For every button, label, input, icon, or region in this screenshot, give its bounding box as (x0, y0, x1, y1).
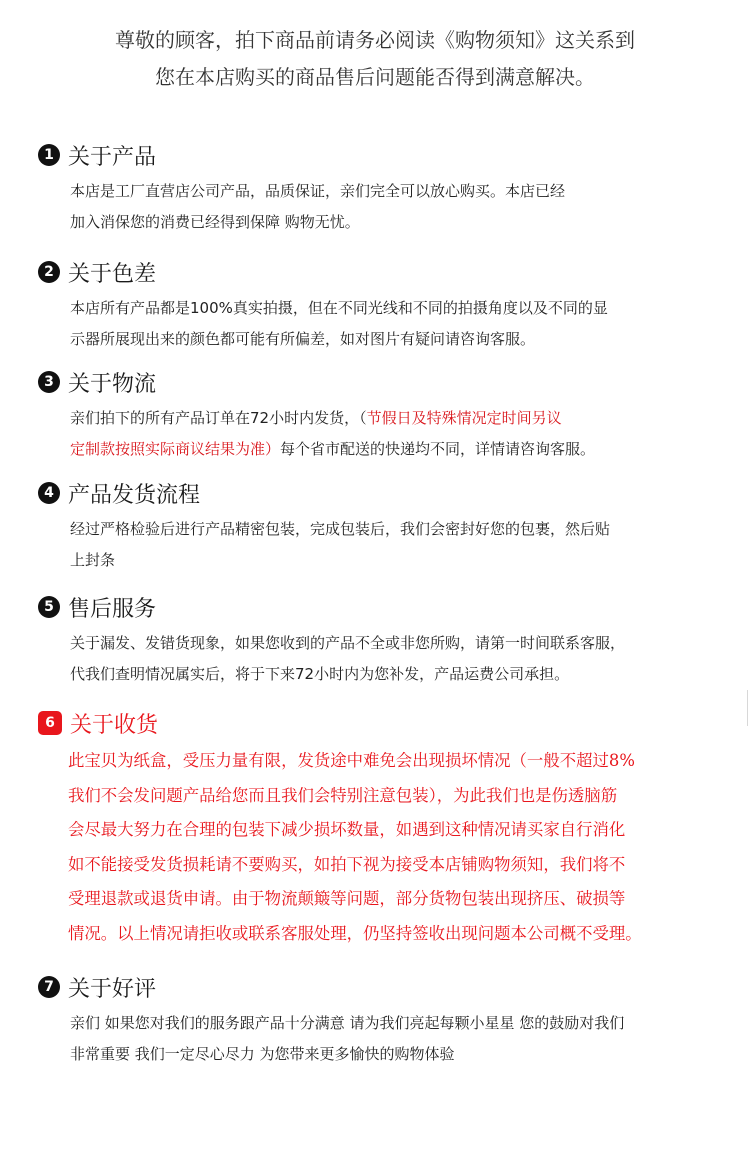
intro-line-1: 尊敬的顾客，拍下商品前请务必阅读《购物须知》这关系到 (115, 28, 635, 52)
section-body (70, 514, 738, 576)
section-about-receiving (38, 708, 738, 951)
section-title: 产品发货流程 (68, 482, 201, 508)
section-title: 关于色差 (68, 261, 157, 287)
section-body (70, 293, 738, 355)
number-badge-icon: 4 (38, 482, 60, 504)
body-line: 上封条 (70, 551, 116, 569)
number-badge-icon: 5 (38, 596, 60, 618)
body-line: 亲们 如果您对我们的服务跟产品十分满意 请为我们亮起每颗小星星 您的鼓励对我们 (70, 1014, 625, 1032)
number-badge-icon: 1 (38, 144, 60, 166)
section-body (70, 176, 738, 238)
section-body (68, 744, 738, 951)
section-body (70, 1008, 738, 1070)
body-text: 每个省市配送的快递均不同，详情请咨询客服。 (280, 440, 596, 458)
body-line: 关于漏发、发错货现象，如果您收到的产品不全或非您所购，请第一时间联系客服， (70, 634, 626, 652)
body-line: 非常重要 我们一定尽心尽力 为您带来更多愉快的购物体验 (70, 1045, 455, 1063)
intro-notice (0, 22, 750, 96)
section-about-reviews (38, 972, 738, 1070)
number-badge-icon: 2 (38, 261, 60, 283)
number-badge-icon: 6 (38, 711, 62, 735)
section-body (70, 403, 738, 465)
section-title: 关于好评 (68, 976, 157, 1002)
body-line: 此宝贝为纸盒，受压力量有限，发货途中难免会出现损坏情况（一般不超过8% (68, 751, 635, 770)
section-header (38, 478, 738, 508)
body-line (70, 403, 738, 434)
section-header (38, 972, 738, 1002)
body-line: 加入消保您的消费已经得到保障 购物无忧。 (70, 213, 360, 231)
number-badge-icon: 3 (38, 371, 60, 393)
section-about-logistics (38, 367, 738, 465)
section-body (70, 628, 738, 690)
section-shipping-process (38, 478, 738, 576)
body-line: 本店是工厂直营店公司产品，品质保证，亲们完全可以放心购买。本店已经 (70, 182, 566, 200)
section-about-product (38, 140, 738, 238)
section-header (38, 257, 738, 287)
section-header (38, 708, 738, 738)
intro-line-2: 您在本店购买的商品售后问题能否得到满意解决。 (155, 65, 595, 89)
section-title: 关于物流 (68, 371, 157, 397)
edge-divider (747, 690, 748, 726)
body-text: 亲们拍下的所有产品订单在72小时内发货，（ (70, 409, 367, 427)
section-title: 售后服务 (68, 596, 157, 622)
body-line: 如不能接受发货损耗请不要购买，如拍下视为接受本店铺购物须知，我们将不 (68, 854, 626, 874)
highlight-text: 定制款按照实际商议结果为准） (70, 440, 281, 458)
highlight-text: 节假日及特殊情况定时间另议 (366, 409, 562, 427)
section-after-sales (38, 592, 738, 690)
number-badge-icon: 7 (38, 976, 60, 998)
body-line: 我们不会发问题产品给您而且我们会特别注意包装），为此我们也是伤透脑筋 (68, 785, 618, 805)
section-about-color (38, 257, 738, 355)
body-line: 经过严格检验后进行产品精密包装，完成包装后，我们会密封好您的包裹，然后贴 (70, 520, 611, 538)
section-title: 关于收货 (70, 712, 159, 738)
section-header (38, 140, 738, 170)
body-line: 情况。以上情况请拒收或联系客服处理，仍坚持签收出现问题本公司概不受理。 (68, 923, 642, 943)
section-title: 关于产品 (68, 144, 157, 170)
section-header (38, 592, 738, 622)
body-line: 代我们查明情况属实后，将于下来72小时内为您补发，产品运费公司承担。 (70, 665, 570, 683)
body-line: 受理退款或退货申请。由于物流颠簸等问题，部分货物包装出现挤压、破损等 (68, 889, 626, 908)
body-line: 本店所有产品都是100%真实拍摄，但在不同光线和不同的拍摄角度以及不同的显 (70, 299, 608, 317)
body-line: 示器所展现出来的颜色都可能有所偏差，如对图片有疑问请咨询客服。 (70, 330, 536, 348)
body-line: 会尽最大努力在合理的包装下减少损坏数量，如遇到这种情况请买家自行消化 (68, 820, 626, 839)
body-line (70, 434, 738, 465)
section-header (38, 367, 738, 397)
